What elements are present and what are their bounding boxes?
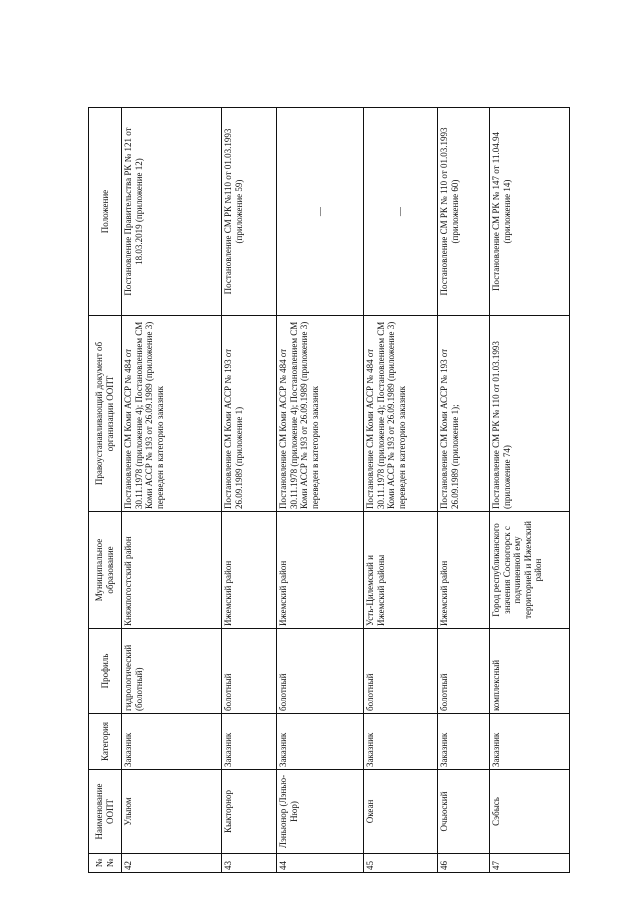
oopt-table — [88, 107, 570, 873]
cell-num: 47 — [490, 854, 570, 873]
cell-municipality: Ижемский район — [222, 512, 277, 629]
cell-name: Очьюский — [438, 770, 490, 854]
cell-category: Заказник — [438, 714, 490, 770]
cell-regulation: Постановление СМ РК № 110 от 01.03.1993 (приложение 60) — [438, 108, 490, 316]
cell-document: Постановление СМ РК № 110 от 01.03.1993 (приложение 74) — [490, 316, 570, 512]
cell-category: Заказник — [122, 714, 222, 770]
cell-profile: болотный — [222, 629, 277, 714]
cell-document: Постановление СМ Коми АССР № 193 от 26.09.1989 (приложение 1); — [438, 316, 490, 512]
table-row — [222, 108, 277, 873]
header-profile: Профиль — [89, 629, 122, 714]
rotated-table-container — [88, 108, 566, 873]
cell-profile: болотный — [364, 629, 438, 714]
table-row — [364, 108, 438, 873]
cell-regulation: Постановление СМ РК №110 от 01.03.1993 (приложение 59) — [222, 108, 277, 316]
cell-category: Заказник — [277, 714, 364, 770]
cell-municipality: Ижемский район — [277, 512, 364, 629]
cell-category: Заказник — [222, 714, 277, 770]
table-header-row — [89, 108, 122, 873]
header-regulation: Положение — [89, 108, 122, 316]
cell-category: Заказник — [364, 714, 438, 770]
header-name: Наименование ООПТ — [89, 770, 122, 854]
cell-num: 42 — [122, 854, 222, 873]
cell-category: Заказник — [490, 714, 570, 770]
cell-document: Постановление СМ Коми АССР № 193 от 26.09.1989 (приложение 1) — [222, 316, 277, 512]
header-document: Правоустанавливающий документ об организации ООПТ — [89, 316, 122, 512]
cell-municipality: Усть-Цилемский и Ижемский районы — [364, 512, 438, 629]
cell-profile: комплексный — [490, 629, 570, 714]
cell-name: Кыкторнор — [222, 770, 277, 854]
cell-municipality: Ижемский район — [438, 512, 490, 629]
cell-num: 45 — [364, 854, 438, 873]
header-municipality: Муниципальное образование — [89, 512, 122, 629]
cell-regulation: Постановление Правительства РК № 121 от 18.03.2019 (приложение 12) — [122, 108, 222, 316]
header-category: Категория — [89, 714, 122, 770]
cell-regulation: Постановление СМ РК № 147 от 11.04.94 (приложение 14) — [490, 108, 570, 316]
header-num: № № — [89, 854, 122, 873]
table-row — [490, 108, 570, 873]
cell-num: 43 — [222, 854, 277, 873]
cell-name: Океан — [364, 770, 438, 854]
cell-name: Лэньюнор (Лэнью-Нюр) — [277, 770, 364, 854]
table-row — [122, 108, 222, 873]
table-row — [277, 108, 364, 873]
cell-document: Постановление СМ Коми АССР № 484 от 30.11.1978 (приложение 4); Постановлением СМ Коми АССР № 193 от 26.09.1989 (приложение 3) переведен в категорию заказник — [122, 316, 222, 512]
cell-regulation: — — [277, 108, 364, 316]
cell-num: 46 — [438, 854, 490, 873]
cell-name: Улыюм — [122, 770, 222, 854]
cell-municipality: Город республиканского значения Сосногорск с подчиненной ему территорией и Ижемский район — [490, 512, 570, 629]
cell-document: Постановление СМ Коми АССР № 484 от 30.11.1978 (приложение 4); Постановлением СМ Коми АССР № 193 от 26.09.1989 (приложение 3) переведен в категорию заказник — [277, 316, 364, 512]
cell-regulation: — — [364, 108, 438, 316]
cell-name: Сэбысь — [490, 770, 570, 854]
cell-profile: болотный — [277, 629, 364, 714]
table-row — [438, 108, 490, 873]
cell-municipality: Княжпогостский район — [122, 512, 222, 629]
cell-document: Постановление СМ Коми АССР № 484 от 30.11.1978 (приложение 4); Постановлением СМ Коми АССР № 193 от 26.09.1989 (приложение 3) переведен в категорию заказник — [364, 316, 438, 512]
cell-profile: болотный — [438, 629, 490, 714]
cell-profile: гидрологический (болотный) — [122, 629, 222, 714]
cell-num: 44 — [277, 854, 364, 873]
